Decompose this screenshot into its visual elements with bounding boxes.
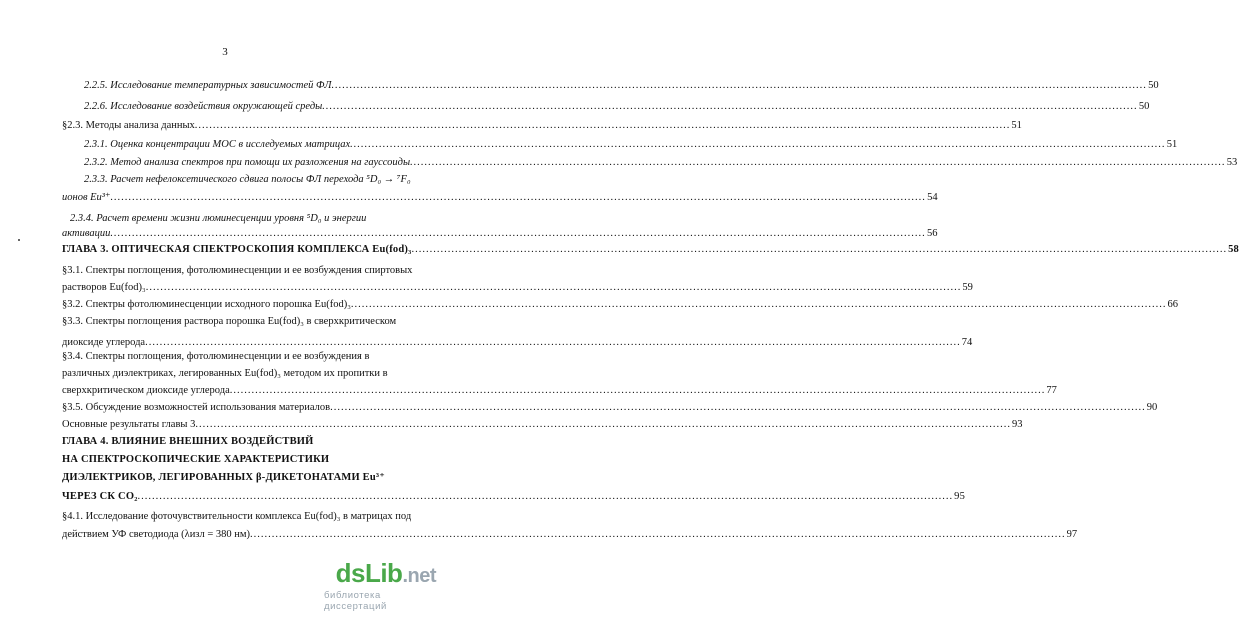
toc-entry[interactable] xyxy=(84,100,1150,114)
toc-entry-title: растворов Eu(fod)₃ xyxy=(62,282,146,293)
dslib-logo: dsLib.net xyxy=(335,558,436,588)
toc-entry[interactable] xyxy=(62,510,412,524)
toc-entry[interactable] xyxy=(84,138,1178,152)
toc-leader-dots xyxy=(322,100,1138,114)
toc-entry-title: диоксиде углерода xyxy=(62,337,146,348)
toc-entry-title: Основные результаты главы 3 xyxy=(62,419,196,430)
toc-entry[interactable] xyxy=(62,298,1178,312)
toc-leader-dots xyxy=(110,227,926,241)
toc-entry-continuation[interactable] xyxy=(62,336,973,350)
toc-entry-page: 97 xyxy=(1066,529,1078,540)
toc-leader-dots xyxy=(195,418,1011,432)
toc-chapter-continuation[interactable] xyxy=(62,490,966,504)
toc-entry[interactable] xyxy=(62,350,404,364)
toc-entry-title: §2.3. Методы анализа данных xyxy=(62,120,195,131)
toc-chapter-title: ГЛАВА 3. ОПТИЧЕСКАЯ СПЕКТРОСКОПИЯ КОМПЛЕКСА Eu(fod)₃ xyxy=(62,244,412,255)
toc-entry-continuation[interactable] xyxy=(62,281,973,295)
toc-entry[interactable] xyxy=(62,264,413,278)
toc-leader-dots xyxy=(146,281,962,295)
toc-entry-continuation[interactable] xyxy=(62,191,938,205)
toc-entry-title: 2.3.4. Расчет времени жизни люминесценции уровня ⁵D₀ и энергии xyxy=(70,213,367,224)
toc-entry-page: 53 xyxy=(1226,157,1238,168)
toc-entry-page: 50 xyxy=(1138,101,1150,112)
toc-entry-page: 51 xyxy=(1166,139,1178,150)
toc-chapter-continuation[interactable] xyxy=(62,453,404,467)
toc-entry-page: 59 xyxy=(962,282,973,293)
toc-chapter-title: ДИЭЛЕКТРИКОВ, ЛЕГИРОВАННЫХ β-ДИКЕТОНАТАМИ Eu³⁺ xyxy=(62,472,386,483)
toc-entry-page: 77 xyxy=(1046,385,1057,396)
dslib-watermark xyxy=(324,558,436,612)
toc-entry-page: 95 xyxy=(954,491,966,502)
toc-entry-page: 74 xyxy=(961,337,973,348)
toc-entry-title: ионов Eu³⁺ xyxy=(62,192,111,203)
toc-entry[interactable] xyxy=(62,418,1023,432)
toc-entry[interactable] xyxy=(62,119,1022,133)
toc-chapter-title: ЧЕРЕЗ СК CO₂ xyxy=(62,491,138,502)
toc-entry-page: 93 xyxy=(1011,419,1023,430)
toc-entry[interactable] xyxy=(62,315,404,329)
toc-entry-title: действием УФ светодиода (λизл = 380 нм) xyxy=(62,529,251,540)
toc-entry-title: сверхкритическом диоксиде углерода xyxy=(62,385,230,396)
toc-entry-title: §4.1. Исследование фоточувствительности комплекса Eu(fod)₃ в матрицах под xyxy=(62,511,412,522)
toc-entry-page: 51 xyxy=(1011,120,1022,131)
dslib-subtitle: библиотека диссертаций xyxy=(324,590,387,612)
toc-leader-dots xyxy=(145,336,961,350)
toc-leader-dots xyxy=(410,156,1226,170)
toc-entry-continuation[interactable] xyxy=(62,227,938,241)
toc-leader-dots xyxy=(350,138,1166,152)
toc-entry-title: различных диэлектриках, легированных Eu(fod)₃ методом их пропитки в xyxy=(62,368,388,379)
toc-entry-page: 66 xyxy=(1167,299,1178,310)
toc-entry-page: 54 xyxy=(927,192,938,203)
toc-chapter-continuation[interactable] xyxy=(62,471,404,485)
toc-leader-dots xyxy=(330,401,1146,415)
toc-chapter-title: ГЛАВА 4. ВЛИЯНИЕ ВНЕШНИХ ВОЗДЕЙСТВИЙ xyxy=(62,436,314,447)
toc-entry-page: 50 xyxy=(1148,80,1159,91)
toc-chapter-entry[interactable] xyxy=(62,243,1239,257)
toc-entry-title: §3.2. Спектры фотолюминесценции исходного порошка Eu(fod)₃ xyxy=(62,299,351,310)
toc-entry-title: §3.4. Спектры поглощения, фотолюминесценции и ее возбуждения в xyxy=(62,351,370,362)
toc-entry-title: §3.3. Спектры поглощения раствора порошка Eu(fod)₃ в сверхкритическом xyxy=(62,316,397,327)
toc-entry-title: §3.1. Спектры поглощения, фотолюминесценции и ее возбуждения спиртовых xyxy=(62,265,413,276)
toc-leader-dots xyxy=(111,191,927,205)
toc-leader-dots xyxy=(250,528,1066,542)
page-number: 3 xyxy=(222,46,228,58)
toc-entry-title: активации xyxy=(62,228,111,239)
toc-entry[interactable] xyxy=(62,401,1158,415)
toc-entry-page: 90 xyxy=(1146,402,1158,413)
toc-entry-title: 2.3.2. Метод анализа спектров при помощи их разложения на гауссоиды xyxy=(84,157,411,168)
toc-leader-dots xyxy=(230,384,1046,398)
toc-leader-dots xyxy=(331,79,1147,93)
toc-entry-title: 2.3.3. Расчет нефелоксетического сдвига полосы ФЛ перехода ⁵D₀ → ⁷F₀ xyxy=(84,174,411,185)
toc-leader-dots xyxy=(195,119,1011,133)
toc-entry-title: §3.5. Обсуждение возможностей использования материалов xyxy=(62,402,331,413)
margin-mark xyxy=(18,239,20,241)
toc-entry-continuation[interactable] xyxy=(62,367,404,381)
toc-entry[interactable] xyxy=(84,156,1238,170)
toc-entry-page: 56 xyxy=(926,228,938,239)
toc-entry-title: 2.2.6. Исследование воздействия окружающей среды xyxy=(84,101,323,112)
toc-chapter-title: НА СПЕКТРОСКОПИЧЕСКИЕ ХАРАКТЕРИСТИКИ xyxy=(62,454,330,465)
toc-leader-dots xyxy=(138,490,954,504)
toc-chapter-entry[interactable] xyxy=(62,435,404,449)
toc-leader-dots xyxy=(351,298,1167,312)
toc-entry[interactable] xyxy=(84,173,411,187)
toc-entry-title: 2.3.1. Оценка концентрации МОС в исследуемых матрицах xyxy=(84,139,351,150)
toc-leader-dots xyxy=(411,243,1227,257)
toc-entry-continuation[interactable] xyxy=(62,384,1057,398)
toc-entry[interactable] xyxy=(70,212,404,226)
toc-entry-title: 2.2.5. Исследование температурных зависимостей ФЛ xyxy=(84,80,332,91)
toc-entry[interactable] xyxy=(84,79,1159,93)
toc-entry-page: 58 xyxy=(1228,244,1239,255)
toc-entry-continuation[interactable] xyxy=(62,528,1078,542)
